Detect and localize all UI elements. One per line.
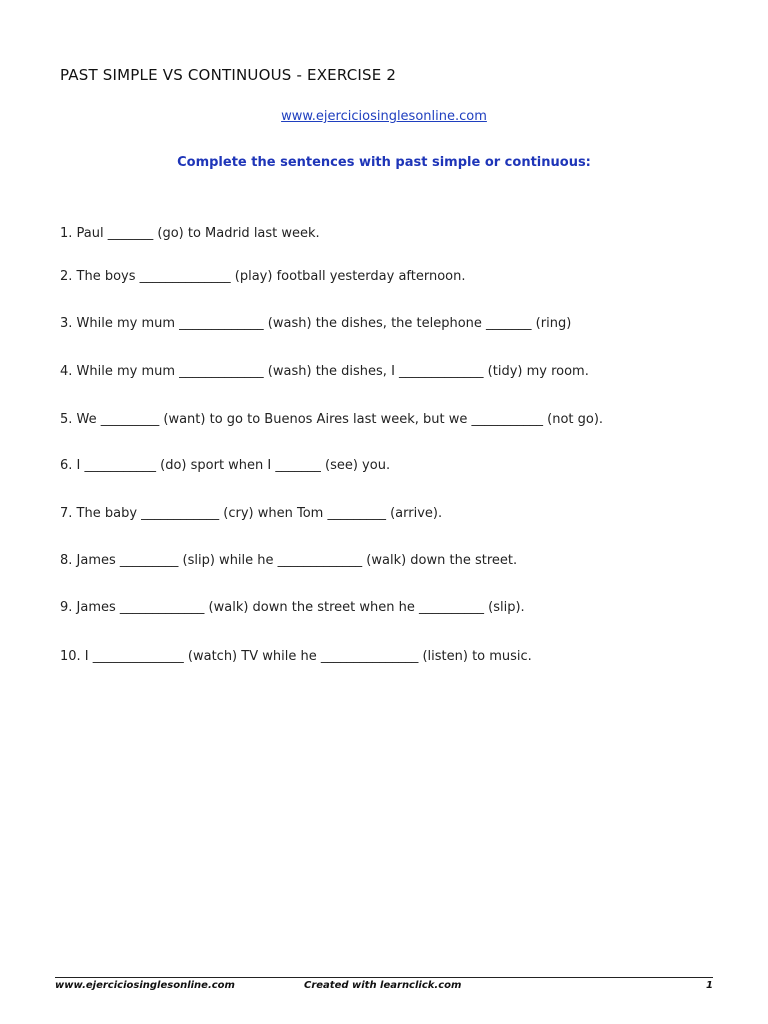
exercise-item-8: 8. James _________ (slip) while he _____________ (walk) down the street. [60, 553, 518, 568]
exercise-item-4: 4. While my mum _____________ (wash) the dishes, I _____________ (tidy) my room. [60, 364, 589, 379]
exercise-item-9: 9. James _____________ (walk) down the street when he __________ (slip). [60, 600, 525, 615]
footer-page-number: 1 [706, 980, 713, 991]
exercise-instruction: Complete the sentences with past simple or continuous: [177, 155, 591, 170]
footer-divider [55, 977, 713, 978]
footer-site: www.ejerciciosinglesonline.com [55, 980, 235, 991]
exercise-item-1: 1. Paul _______ (go) to Madrid last week. [60, 226, 320, 241]
exercise-item-2: 2. The boys ______________ (play) football yesterday afternoon. [60, 269, 466, 284]
exercise-item-3: 3. While my mum _____________ (wash) the dishes, the telephone _______ (ring) [60, 316, 572, 331]
exercise-item-7: 7. The baby ____________ (cry) when Tom _________ (arrive). [60, 506, 443, 521]
exercise-item-5: 5. We _________ (want) to go to Buenos Aires last week, but we ___________ (not go). [60, 412, 604, 427]
exercise-item-6: 6. I ___________ (do) sport when I _______ (see) you. [60, 458, 391, 473]
page-title: PAST SIMPLE VS CONTINUOUS - EXERCISE 2 [60, 66, 397, 84]
exercise-item-10: 10. I ______________ (watch) TV while he _______________ (listen) to music. [60, 649, 532, 664]
site-link[interactable]: www.ejerciciosinglesonline.com [281, 109, 487, 124]
footer-credit: Created with learnclick.com [304, 980, 462, 991]
